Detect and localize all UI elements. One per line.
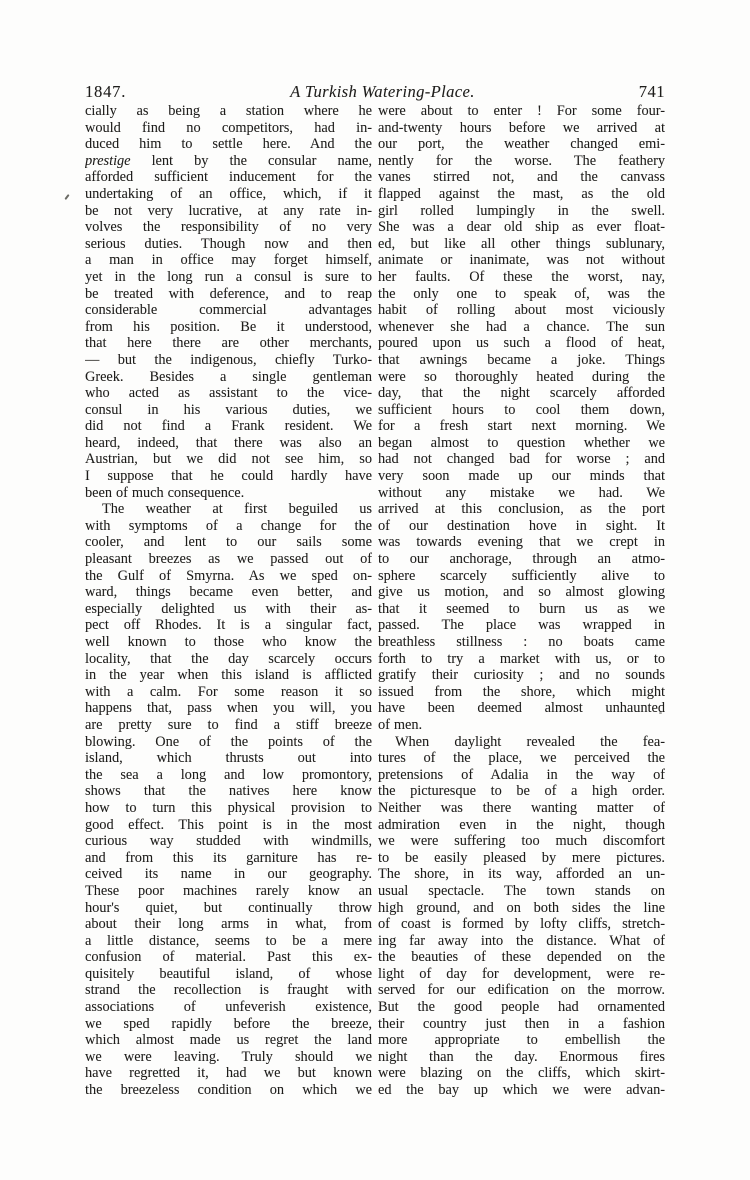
text-line: be treated with deference, and to reap [85,285,372,302]
text-line: had not changed bad for worse ; and [378,451,665,468]
column-left [85,103,372,1099]
text-line: a man in office may forget himself, [85,252,372,269]
text-line: ed the bay up which we were advan- [378,1082,665,1099]
text-line: blowing. One of the points of the [85,733,372,750]
text-line: the beauties of these depended on the [378,949,665,966]
text-line: happens that, pass when you will, you [85,700,372,717]
column-right [378,103,665,1099]
text-line: that here there are other merchants, [85,335,372,352]
text-line: arrived at this conclusion, as the port [378,501,665,518]
page-number: 741 [638,82,665,101]
text-line: considerable commercial advantages [85,302,372,319]
text-line: heard, indeed, that there was also an [85,434,372,451]
text-line: of our destination hove in sight. It [378,517,665,534]
text-line: yet in the long run a consul is sure to [85,268,372,285]
text-line: cooler, and lent to our sails some [85,534,372,551]
text-line: very soon made up our minds that [378,468,665,485]
text-line: for a fresh start next morning. We [378,418,665,435]
text-line: our port, the weather changed emi- [378,136,665,153]
text-line: did not find a Frank resident. We [85,418,372,435]
text-line: prestige lent by the consular name, [85,152,372,169]
text-line: These poor machines rarely know an [85,882,372,899]
text-line: been of much consequence. [85,484,245,501]
text-line: that awnings became a joke. Things [378,351,665,368]
text-line: served for our edification on the morrow. [378,982,665,999]
text-line: associations of unfeverish existence, [85,999,372,1016]
text-line: girl rolled lumpingly in the swell. [378,202,665,219]
text-line: I suppose that he could hardly have [85,468,372,485]
text-line: sphere scarcely sufficiently alive to [378,567,665,584]
margin-speck-mark [64,194,69,200]
text-line: the Gulf of Smyrna. As we sped on- [85,567,372,584]
text-columns [85,103,665,1099]
text-line: light of day for development, were re- [378,965,665,982]
text-line: was towards evening that we crept in [378,534,665,551]
text-line: in the year when this island is afflicted [85,667,372,684]
text-line: be not very lucrative, at any rate in- [85,202,372,219]
text-line: we were suffering too much discomfort [378,833,665,850]
text-line: pleasant breezes as we passed out of [85,551,372,568]
text-line: — but the indigenous, chiefly Turko- [85,351,372,368]
text-line: pretensions of Adalia in the way of [378,766,665,783]
text-line: passed. The place was wrapped in [378,617,665,634]
text-line: were about to enter ! For some four- [378,103,665,119]
text-line: whenever she had a chance. The sun [378,318,665,335]
running-title: A Turkish Watering-Place. [290,82,475,101]
text-line: the picturesque to be of a high order. [378,783,665,800]
text-line: Austrian, but we did not see him, so [85,451,372,468]
text-line: well known to those who know the [85,634,372,650]
text-line: gratify their curiosity ; and no sounds [378,667,665,684]
text-line: the sea a long and low promontory, [85,766,372,783]
text-line: afforded sufficient inducement for the [85,169,372,186]
text-line: usual spectacle. The town stands on [378,882,665,899]
text-line: animate or inanimate, was not without [378,252,665,269]
text-line: confusion of material. Past this ex- [85,949,372,966]
text-line: Greek. Besides a single gentleman [85,368,372,385]
text-line: strand the recollection is fraught with [85,982,372,999]
text-line: shows that the natives here know [85,783,372,800]
text-line: ward, things became even better, and [85,584,372,601]
text-line: ceived its name in our geography. [85,866,372,883]
text-line: day, that the night scarcely afforded [378,385,665,402]
text-line: more appropriate to embellish the [378,1032,665,1049]
text-line: from his position. Be it understood, [85,318,372,335]
text-line: with a calm. For some reason it so [85,683,372,700]
text-line: we sped rapidly before the breeze, [85,1015,372,1032]
text-line: the only one to speak of, was the [378,285,665,302]
text-line: issued from the shore, which might [378,683,665,700]
text-line: began almost to question whether we [378,434,665,451]
text-line: especially delighted us with their as- [85,600,372,617]
text-line: cially as being a station where he [85,103,372,119]
text-line: a little distance, seems to be a mere [85,932,372,949]
text-line: ing far away into the distance. What of [378,932,665,949]
text-line: to be easily pleased by mere pictures. [378,849,665,866]
text-line: quisitely beautiful island, of whose [85,965,372,982]
text-line: undertaking of an office, which, if it [85,185,372,202]
stray-dot-mark [659,712,662,714]
text-line: But the good people had ornamented [378,999,665,1016]
text-line: without any mistake we had. We [378,484,665,501]
text-line: about their long arms in what, from [85,916,372,933]
text-line: volves the responsibility of no very [85,219,372,236]
text-line: and from this its garniture has re- [85,849,372,866]
text-line: breathless stillness : no boats came [378,634,665,650]
text-line: Neither was there wanting matter of [378,799,665,816]
text-line: flapped against the mast, as the old [378,185,665,202]
text-line: give us motion, and so almost glowing [378,584,665,601]
text-line: her faults. Of these the worst, nay, [378,268,665,285]
text-line: to our anchorage, through an atmo- [378,551,665,568]
text-line: poured upon us such a flood of heat, [378,335,665,352]
text-line: the breezeless condition on which we [85,1082,372,1099]
text-line: hour's quiet, but continually throw [85,899,372,916]
text-line: nently for the worse. The feathery [378,152,665,169]
text-line: duced him to settle here. And the [85,136,372,153]
text-line: with symptoms of a change for the [85,517,372,534]
text-line: ed, but like all other things sublunary, [378,235,665,252]
text-line: would find no competitors, had in- [85,119,372,136]
text-line: have been deemed almost unhaunted [378,700,665,717]
text-line: consul in his various duties, we [85,401,372,418]
text-line: we were leaving. Truly should we [85,1048,372,1065]
text-line: island, which thrusts out into [85,750,372,767]
running-header [85,82,665,101]
text-line: and-twenty hours before we arrived at [378,119,665,136]
text-line: night than the day. Enormous fires [378,1048,665,1065]
text-line: pect off Rhodes. It is a singular fact, [85,617,372,634]
text-line: The weather at first beguiled us [102,501,372,518]
text-line: were blazing on the cliffs, which skirt- [378,1065,665,1082]
text-line: good effect. This point is in the most [85,816,372,833]
text-line: vanes stirred not, and the canvass [378,169,665,186]
text-line: sufficient hours to cool them down, [378,401,665,418]
text-line: who acted as assistant to the vice- [85,385,372,402]
text-line: high ground, and on both sides the line [378,899,665,916]
text-line: are pretty sure to find a stiff breeze [85,716,372,733]
text-line: which almost made us regret the land [85,1032,372,1049]
text-line: The shore, in its way, afforded an un- [378,866,665,883]
header-year: 1847. [85,82,127,101]
text-line: have regretted it, had we but known [85,1065,372,1082]
text-line: their country just then in a fashion [378,1015,665,1032]
text-line: of coast is formed by lofty cliffs, stretch- [378,916,665,933]
text-line: that it seemed to burn us as we [378,600,665,617]
text-line: serious duties. Though now and then [85,235,372,252]
text-line: were so thoroughly heated during the [378,368,665,385]
text-line: tures of the place, we perceived the [378,750,665,767]
text-line: habit of rolling about most viciously [378,302,665,319]
text-line: curious way studded with windmills, [85,833,372,850]
text-line: of men. [378,716,423,733]
text-line: how to turn this physical provision to [85,799,372,816]
text-line: When daylight revealed the fea- [395,733,665,750]
text-line: forth to try a market with us, or to [378,650,665,667]
text-line: locality, that the day scarcely occurs [85,650,372,667]
text-line: She was a dear old ship as ever float- [378,219,665,236]
text-line: admiration even in the night, though [378,816,665,833]
